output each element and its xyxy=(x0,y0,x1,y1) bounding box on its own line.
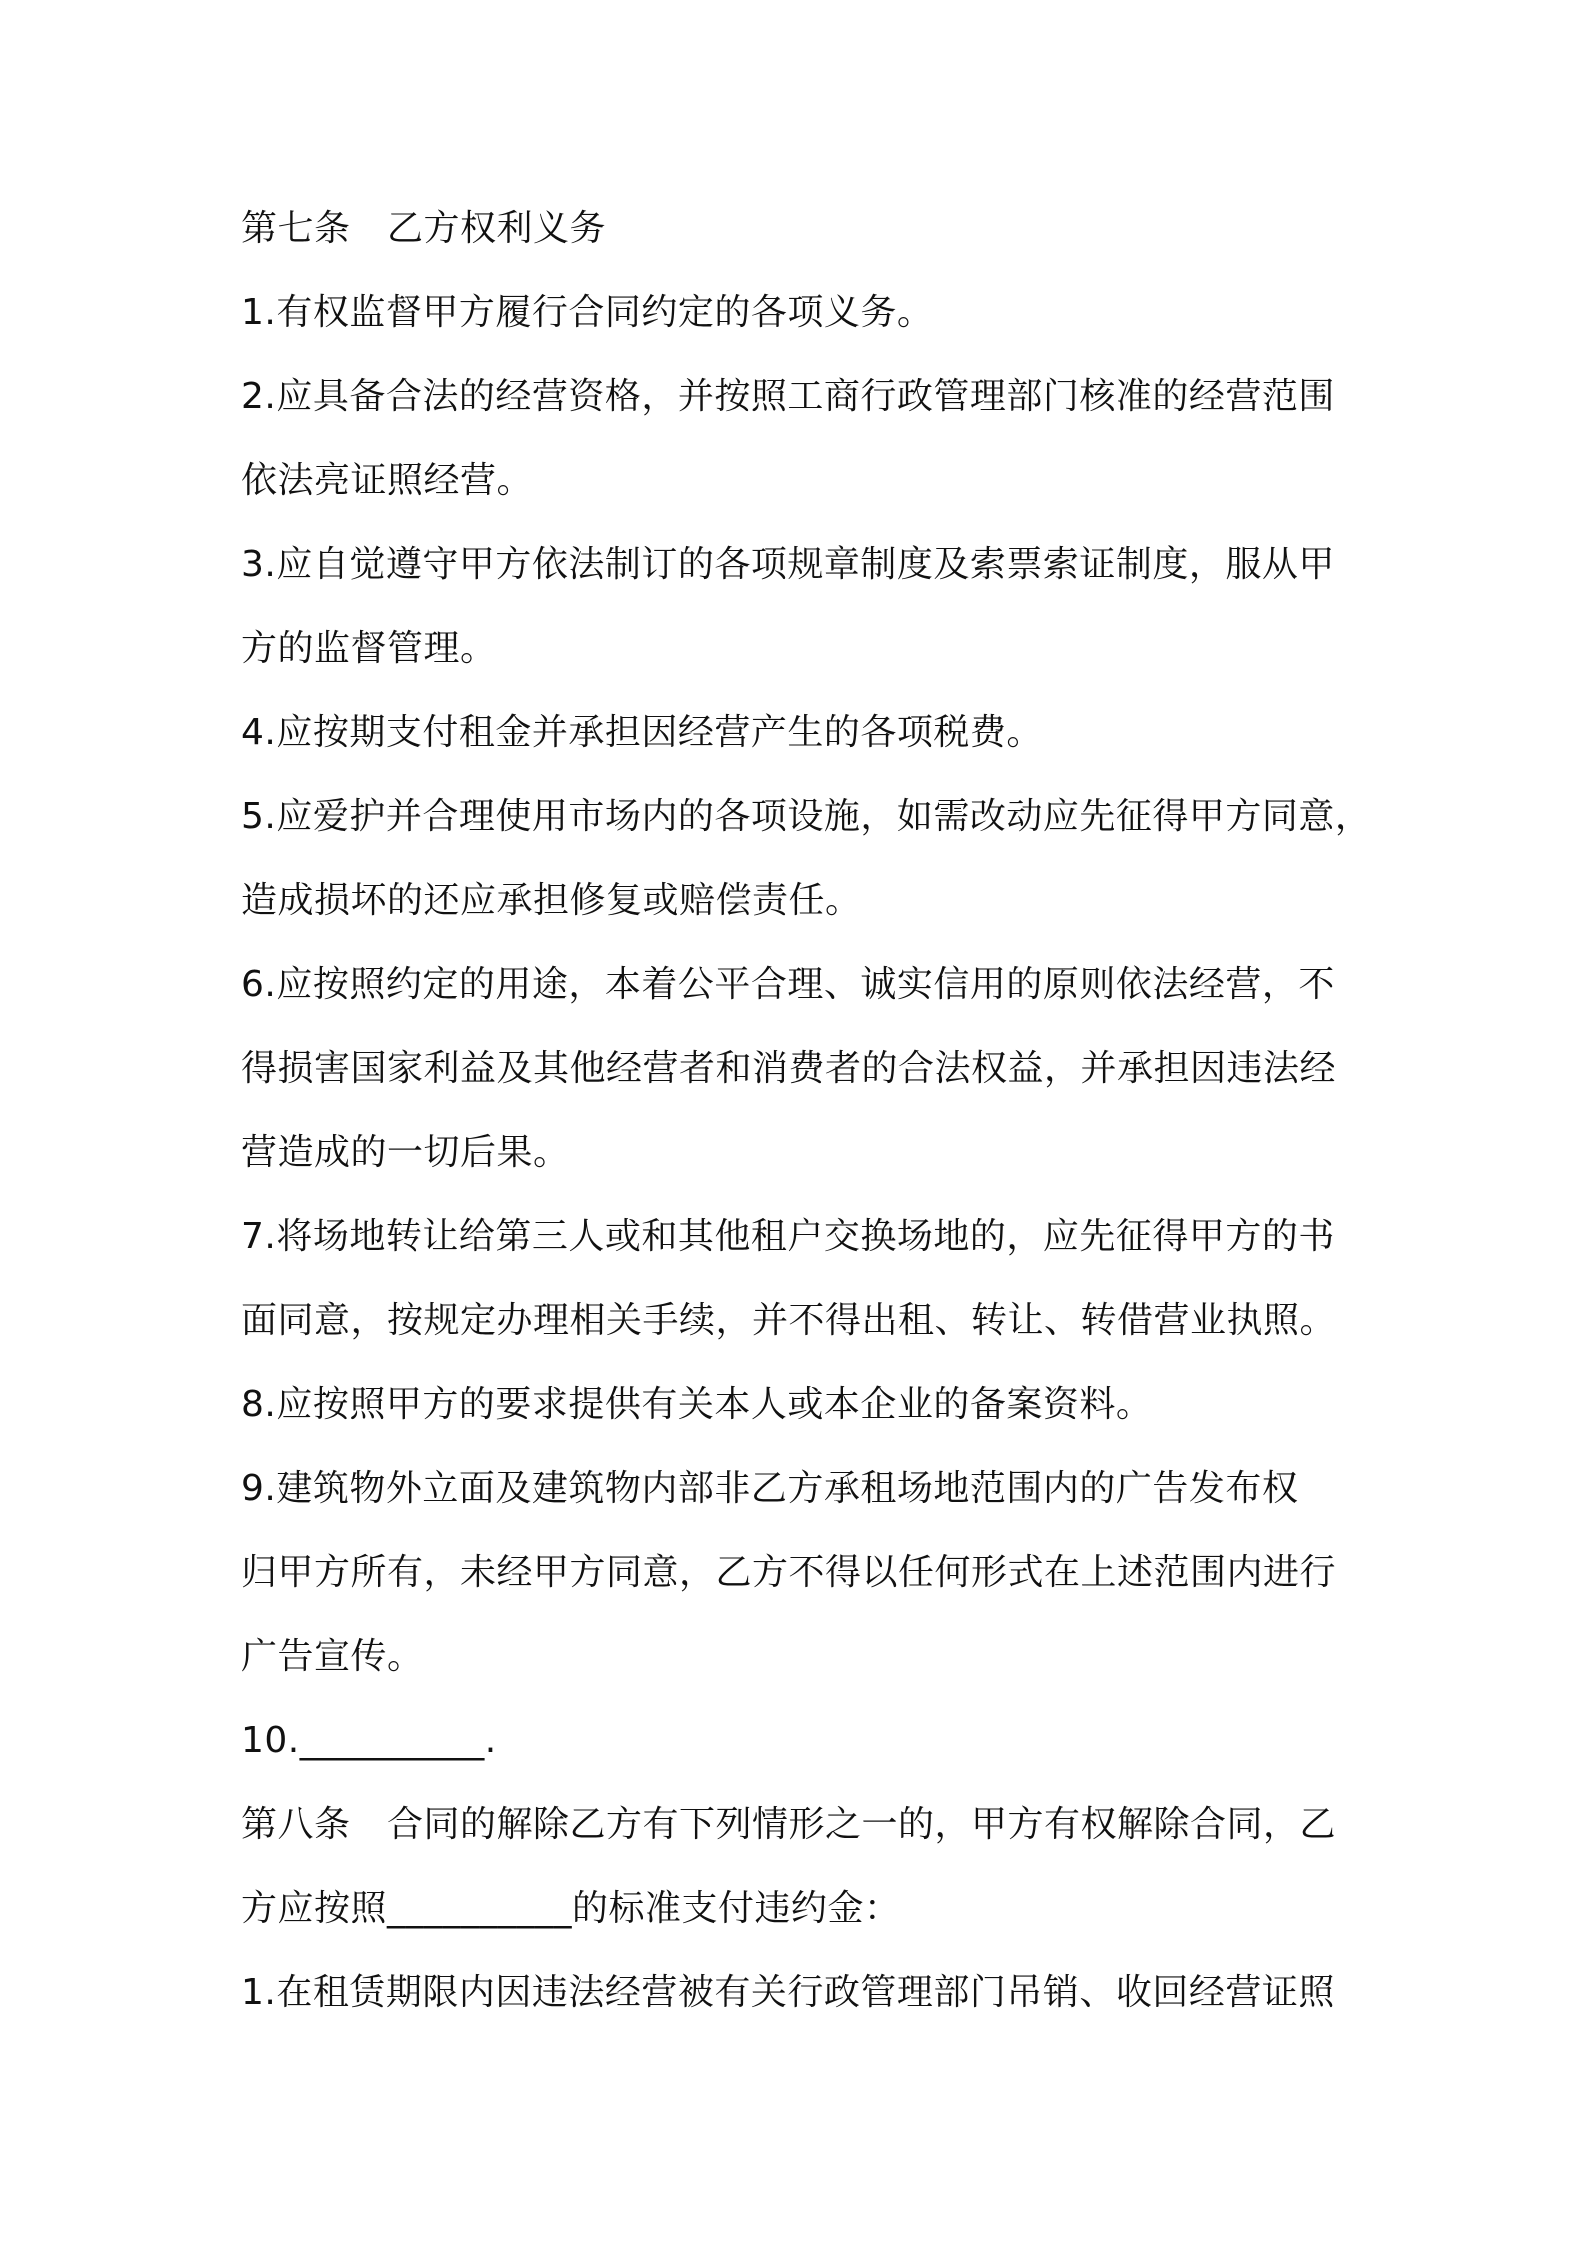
article-7-item-10: 10.__________. xyxy=(241,1720,497,1761)
article-7-item-3-line-1: 3.应自觉遵守甲方依法制订的各项规章制度及索票索证制度，服从甲 xyxy=(241,544,1335,585)
article-7-item-5-line-2: 造成损坏的还应承担修复或赔偿责任。 xyxy=(241,880,862,921)
article-7-item-3-line-2: 方的监督管理。 xyxy=(241,628,497,669)
article-7-item-6-line-2: 得损害国家利益及其他经营者和消费者的合法权益，并承担因违法经 xyxy=(241,1048,1337,1089)
article-7-item-9-line-1: 9.建筑物外立面及建筑物内部非乙方承租场地范围内的广告发布权 xyxy=(241,1468,1299,1509)
article-8-item-1: 1.在租赁期限内因违法经营被有关行政管理部门吊销、收回经营证照 xyxy=(241,1972,1335,2013)
article-7-item-7-line-1: 7.将场地转让给第三人或和其他租户交换场地的，应先征得甲方的书 xyxy=(241,1216,1335,1257)
article-8-heading-line-2: 方应按照__________的标准支付违约金： xyxy=(241,1888,901,1929)
article-7-item-7-line-2: 面同意，按规定办理相关手续，并不得出租、转让、转借营业执照。 xyxy=(241,1300,1337,1341)
article-7-item-6-line-3: 营造成的一切后果。 xyxy=(241,1132,570,1173)
article-8-heading-line-1: 第八条 合同的解除乙方有下列情形之一的，甲方有权解除合同，乙 xyxy=(241,1804,1337,1845)
article-7-item-8: 8.应按照甲方的要求提供有关本人或本企业的备案资料。 xyxy=(241,1384,1153,1425)
article-7-item-2-line-1: 2.应具备合法的经营资格，并按照工商行政管理部门核准的经营范围 xyxy=(241,376,1335,417)
article-7-item-5-line-1: 5.应爱护并合理使用市场内的各项设施，如需改动应先征得甲方同意， xyxy=(241,796,1372,837)
article-7-item-1: 1.有权监督甲方履行合同约定的各项义务。 xyxy=(241,292,934,333)
article-7-item-4: 4.应按期支付租金并承担因经营产生的各项税费。 xyxy=(241,712,1043,753)
article-7-item-2-line-2: 依法亮证照经营。 xyxy=(241,460,534,501)
document-body xyxy=(241,200,1371,2048)
article-7-item-9-line-2: 归甲方所有，未经甲方同意，乙方不得以任何形式在上述范围内进行 xyxy=(241,1552,1337,1593)
article-7-item-6-line-1: 6.应按照约定的用途，本着公平合理、诚实信用的原则依法经营，不 xyxy=(241,964,1335,1005)
article-7-heading: 第七条 乙方权利义务 xyxy=(241,208,607,249)
article-7-item-9-line-3: 广告宣传。 xyxy=(241,1636,424,1677)
